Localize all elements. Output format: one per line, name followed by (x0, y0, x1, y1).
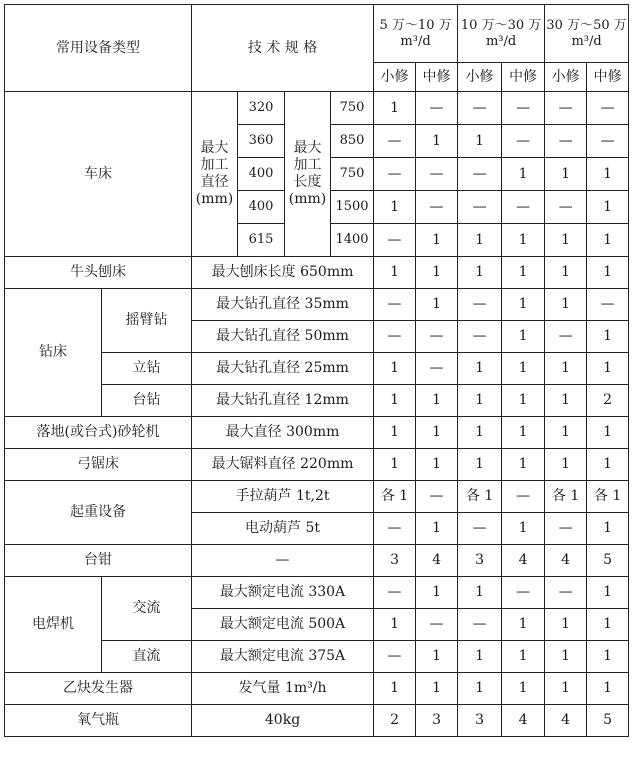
header-minor: 小修 (374, 63, 416, 92)
table-cell: 2 (587, 385, 629, 417)
table-cell: 1 (587, 609, 629, 641)
table-cell: — (416, 321, 458, 353)
welder-ac: 交流 (102, 577, 192, 641)
table-cell: — (545, 577, 587, 609)
lathe-name: 车床 (5, 92, 192, 257)
acetylene-name: 乙炔发生器 (5, 673, 192, 705)
vise-name: 台钳 (5, 545, 192, 577)
table-cell: 1 (587, 417, 629, 449)
acetylene-spec: 发气量 1m³/h (192, 673, 374, 705)
table-cell: 1 (545, 417, 587, 449)
table-cell: 各 1 (374, 481, 416, 513)
table-cell: — (374, 158, 416, 191)
table-cell: 3 (458, 705, 502, 737)
table-cell: 1 (458, 257, 502, 289)
table-cell: 1 (502, 257, 545, 289)
table-cell: 1 (545, 385, 587, 417)
table-cell: 1 (502, 641, 545, 673)
bowsaw-spec: 最大锯料直径 220mm (192, 449, 374, 481)
table-cell: 4 (545, 705, 587, 737)
table-cell: 1 (502, 353, 545, 385)
table-cell: 1 (416, 289, 458, 321)
table-cell: 1 (545, 609, 587, 641)
lathe-diameter: 400 (238, 191, 285, 224)
header-medium: 中修 (502, 63, 545, 92)
table-cell: 1 (545, 289, 587, 321)
table-cell: 1 (374, 609, 416, 641)
table-cell: 1 (502, 417, 545, 449)
header-spec: 技 术 规 格 (192, 5, 374, 92)
drill-radial: 摇臂钻 (102, 289, 192, 353)
drill-spec: 最大钻孔直径 50mm (192, 321, 374, 353)
table-cell: 1 (416, 449, 458, 481)
table-cell: 1 (374, 353, 416, 385)
table-cell: — (374, 224, 416, 257)
table-cell: — (416, 158, 458, 191)
table-cell: 1 (502, 609, 545, 641)
table-cell: — (502, 577, 545, 609)
table-cell: — (458, 92, 502, 125)
table-cell: 1 (587, 191, 629, 224)
table-cell: — (458, 158, 502, 191)
table-cell: 1 (502, 224, 545, 257)
table-cell: 4 (502, 705, 545, 737)
header-minor: 小修 (545, 63, 587, 92)
table-cell: — (416, 609, 458, 641)
header-group-1: 5 万～10 万 m³/d (374, 5, 458, 63)
table-cell: — (416, 92, 458, 125)
header-group-3: 30 万～50 万 m³/d (545, 5, 629, 63)
table-cell: 1 (587, 321, 629, 353)
drill-bench: 台钻 (102, 385, 192, 417)
table-cell: — (458, 191, 502, 224)
table-cell: — (374, 513, 416, 545)
equipment-table (4, 4, 629, 737)
table-cell: 1 (416, 577, 458, 609)
table-cell: 1 (416, 513, 458, 545)
table-cell: — (458, 289, 502, 321)
table-cell: 1 (458, 577, 502, 609)
table-cell: 1 (502, 385, 545, 417)
welder-spec: 最大额定电流 330A (192, 577, 374, 609)
drill-name: 钻床 (5, 289, 102, 417)
table-cell: 1 (458, 353, 502, 385)
table-cell: — (374, 641, 416, 673)
table-cell: 1 (545, 224, 587, 257)
table-cell: 1 (502, 449, 545, 481)
table-cell: — (545, 191, 587, 224)
lathe-length: 750 (331, 158, 374, 191)
header-medium: 中修 (416, 63, 458, 92)
lathe-diameter: 360 (238, 125, 285, 158)
table-cell: 1 (458, 224, 502, 257)
table-cell: 1 (458, 125, 502, 158)
table-cell: — (545, 321, 587, 353)
grinder-name: 落地(或台式)砂轮机 (5, 417, 192, 449)
bowsaw-name: 弓锯床 (5, 449, 192, 481)
table-cell: — (502, 481, 545, 513)
welder-spec: 最大额定电流 500A (192, 609, 374, 641)
shaper-name: 牛头刨床 (5, 257, 192, 289)
table-cell: 各 1 (587, 481, 629, 513)
header-minor: 小修 (458, 63, 502, 92)
lifting-name: 起重设备 (5, 481, 192, 545)
table-cell: 1 (458, 641, 502, 673)
table-cell: 1 (502, 158, 545, 191)
lathe-length: 850 (331, 125, 374, 158)
table-cell: 1 (374, 257, 416, 289)
table-cell: 1 (545, 353, 587, 385)
table-cell: 1 (502, 673, 545, 705)
table-cell: — (374, 289, 416, 321)
drill-spec: 最大钻孔直径 25mm (192, 353, 374, 385)
table-cell: — (587, 125, 629, 158)
table-cell: 1 (374, 385, 416, 417)
table-cell: 1 (587, 353, 629, 385)
table-cell: 各 1 (458, 481, 502, 513)
table-cell: 1 (374, 417, 416, 449)
table-cell: 1 (416, 257, 458, 289)
table-cell: — (416, 191, 458, 224)
lathe-diameter: 615 (238, 224, 285, 257)
table-cell: 1 (458, 385, 502, 417)
table-cell: 1 (374, 92, 416, 125)
table-cell: — (587, 92, 629, 125)
table-cell: — (545, 125, 587, 158)
table-cell: 1 (458, 673, 502, 705)
table-cell: 4 (416, 545, 458, 577)
drill-spec: 最大钻孔直径 12mm (192, 385, 374, 417)
table-cell: 1 (587, 513, 629, 545)
table-cell: 1 (502, 321, 545, 353)
table-cell: 1 (587, 158, 629, 191)
table-cell: — (416, 481, 458, 513)
drill-spec: 最大钻孔直径 35mm (192, 289, 374, 321)
table-cell: — (416, 353, 458, 385)
table-cell: — (502, 125, 545, 158)
lathe-length: 1400 (331, 224, 374, 257)
table-cell: 1 (416, 417, 458, 449)
table-cell: 5 (587, 705, 629, 737)
oxygen-spec: 40kg (192, 705, 374, 737)
table-cell: — (502, 191, 545, 224)
table-cell: 1 (587, 224, 629, 257)
grinder-spec: 最大直径 300mm (192, 417, 374, 449)
header-group-2: 10 万～30 万 m³/d (458, 5, 545, 63)
lathe-length: 750 (331, 92, 374, 125)
table-cell: 3 (458, 545, 502, 577)
table-cell: 2 (374, 705, 416, 737)
table-cell: — (458, 609, 502, 641)
table-cell: 1 (545, 641, 587, 673)
oxygen-name: 氧气瓶 (5, 705, 192, 737)
lifting-spec: 手拉葫芦 1t,2t (192, 481, 374, 513)
table-cell: — (374, 321, 416, 353)
lathe-length: 1500 (331, 191, 374, 224)
table-cell: 1 (545, 449, 587, 481)
table-cell: 1 (502, 513, 545, 545)
table-cell: 1 (416, 125, 458, 158)
table-cell: 1 (587, 449, 629, 481)
vise-spec: — (192, 545, 374, 577)
table-cell: — (545, 513, 587, 545)
welder-spec: 最大额定电流 375A (192, 641, 374, 673)
table-cell: 1 (416, 385, 458, 417)
welder-dc: 直流 (102, 641, 192, 673)
shaper-spec: 最大刨床长度 650mm (192, 257, 374, 289)
table-cell: — (458, 513, 502, 545)
table-cell: — (458, 321, 502, 353)
table-cell: 1 (458, 417, 502, 449)
table-cell: 5 (587, 545, 629, 577)
table-cell: 1 (587, 257, 629, 289)
table-cell: 4 (545, 545, 587, 577)
table-cell: 4 (502, 545, 545, 577)
table-cell: — (587, 289, 629, 321)
lathe-diameter: 320 (238, 92, 285, 125)
lathe-diameter: 400 (238, 158, 285, 191)
table-cell: 1 (545, 257, 587, 289)
table-cell: — (374, 577, 416, 609)
table-cell: 1 (502, 289, 545, 321)
table-cell: 1 (374, 449, 416, 481)
table-cell: 1 (416, 641, 458, 673)
header-medium: 中修 (587, 63, 629, 92)
table-cell: 1 (587, 641, 629, 673)
table-cell: 3 (416, 705, 458, 737)
lathe-diameter-label: 最大 加工 直径 (mm) (192, 92, 238, 257)
table-cell: — (374, 125, 416, 158)
drill-vertical: 立钻 (102, 353, 192, 385)
table-cell: 1 (545, 673, 587, 705)
table-cell: 1 (416, 673, 458, 705)
table-cell: 1 (374, 673, 416, 705)
lifting-spec: 电动葫芦 5t (192, 513, 374, 545)
table-cell: — (502, 92, 545, 125)
table-cell: 1 (587, 577, 629, 609)
table-cell: 1 (458, 449, 502, 481)
table-cell: 各 1 (545, 481, 587, 513)
table-cell: 1 (587, 673, 629, 705)
table-cell: 1 (374, 191, 416, 224)
table-cell: 1 (545, 158, 587, 191)
table-cell: 1 (416, 224, 458, 257)
table-cell: — (545, 92, 587, 125)
lathe-length-label: 最大 加工 长度 (mm) (285, 92, 331, 257)
welder-name: 电焊机 (5, 577, 102, 673)
table-cell: 3 (374, 545, 416, 577)
header-equipment-type: 常用设备类型 (5, 5, 192, 92)
